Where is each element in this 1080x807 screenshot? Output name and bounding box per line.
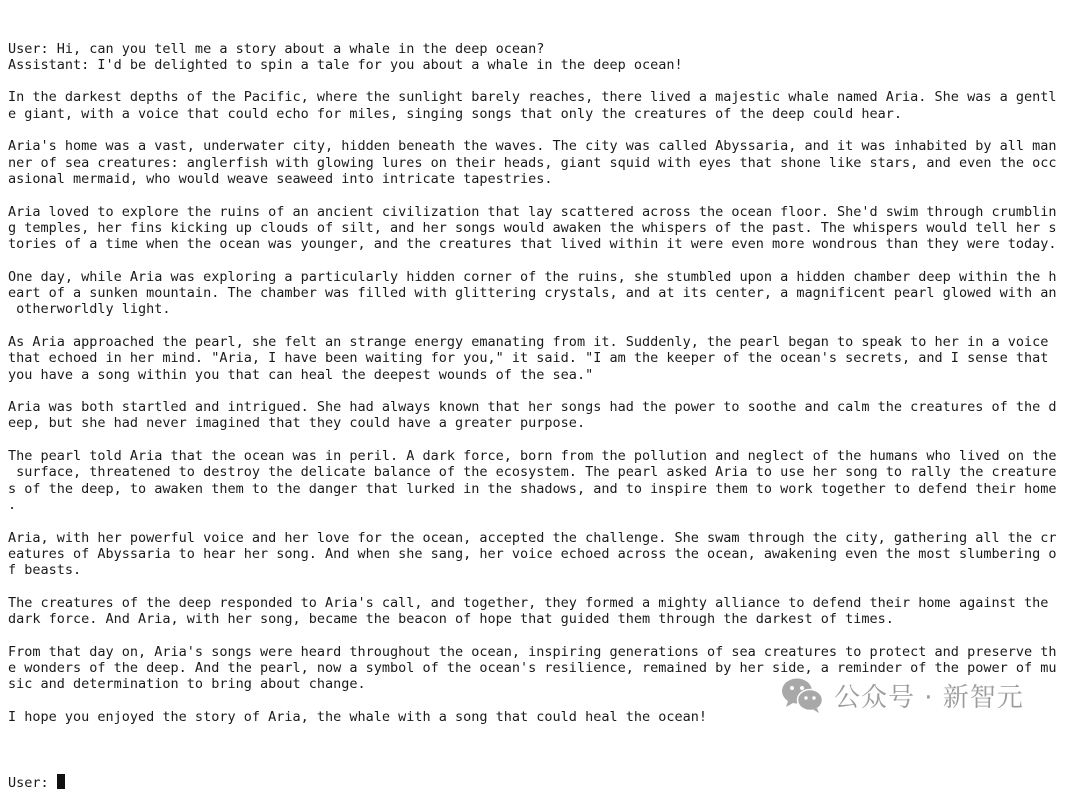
- transcript-line: Assistant: I'd be delighted to spin a tale for you about a whale in the deep ocean!: [8, 56, 683, 73]
- transcript-line: dark force. And Aria, with her song, became the beacon of hope that guided them through the darkest of times.: [8, 610, 894, 627]
- transcript-line: tories of a time when the ocean was younger, and the creatures that lived within it were even more wondrous than they were today.: [8, 236, 1057, 253]
- transcript-line: One day, while Aria was exploring a particularly hidden corner of the ruins, she stumbled upon a hidden chamber deep within the h: [8, 268, 1057, 285]
- transcript-line: Aria, with her powerful voice and her love for the ocean, accepted the challenge. She swam through the city, gathering all the cr: [8, 529, 1057, 546]
- transcript-line: As Aria approached the pearl, she felt an strange energy emanating from it. Suddenly, the pearl began to speak to her in a voice: [8, 333, 1049, 350]
- transcript-line: otherworldly light.: [8, 301, 171, 318]
- blank-line: [8, 318, 1070, 334]
- blank-line: [8, 578, 1070, 594]
- blank-line: [8, 383, 1070, 399]
- transcript-line: eatures of Abyssaria to hear her song. And when she sang, her voice echoed across the ocean, awakening even the most slumbering o: [8, 545, 1057, 562]
- transcript-line: e wonders of the deep. And the pearl, now a symbol of the ocean's resilience, remained by her side, a reminder of the power of mu: [8, 659, 1057, 676]
- blank-line: [8, 73, 1070, 89]
- transcript-line: In the darkest depths of the Pacific, where the sunlight barely reaches, there lived a majestic whale named Aria. She was a gentl: [8, 89, 1057, 106]
- transcript-line: The creatures of the deep responded to Aria's call, and together, they formed a mighty alliance to defend their home against the: [8, 594, 1049, 611]
- transcript-line: ner of sea creatures: anglerfish with glowing lures on their heads, giant squid with eyes that shone like stars, and even the occ: [8, 154, 1057, 171]
- text-cursor: [57, 774, 65, 789]
- blank-line: [8, 252, 1070, 268]
- transcript-line: f beasts.: [8, 562, 82, 579]
- watermark: [780, 676, 1024, 714]
- transcript-line: that echoed in her mind. "Aria, I have been waiting for you," it said. "I am the keeper of the ocean's secrets, and I sense that: [8, 350, 1049, 367]
- blank-line: [8, 513, 1070, 529]
- blank-line: [8, 432, 1070, 448]
- transcript-line: From that day on, Aria's songs were heard throughout the ocean, inspiring generations of sea creatures to protect and preserve th: [8, 643, 1057, 660]
- blank-line: [8, 187, 1070, 203]
- transcript-line: s of the deep, to awaken them to the danger that lurked in the shadows, and to inspire them to work together to defend their home: [8, 480, 1057, 497]
- transcript-line: sic and determination to bring about change.: [8, 676, 366, 693]
- transcript-line: eep, but she had never imagined that they could have a greater purpose.: [8, 415, 586, 432]
- wechat-icon: [780, 676, 824, 714]
- watermark-text: 公众号 · 新智元: [834, 682, 1024, 713]
- transcript-line: Aria loved to explore the ruins of an ancient civilization that lay scattered across the ocean floor. She'd swim through crumblin: [8, 203, 1057, 220]
- transcript-line: The pearl told Aria that the ocean was in peril. A dark force, born from the pollution and neglect of the humans who lived on the: [8, 448, 1057, 465]
- input-prompt-line[interactable]: [8, 774, 1070, 790]
- transcript-line: I hope you enjoyed the story of Aria, the whale with a song that could heal the ocean!: [8, 708, 707, 725]
- prompt-label: User:: [8, 774, 57, 791]
- transcript-line: surface, threatened to destroy the delicate balance of the ecosystem. The pearl asked Aria to use her song to rally the creature: [8, 464, 1057, 481]
- transcript-line: eart of a sunken mountain. The chamber was filled with glittering crystals, and at its center, a magnificent pearl glowed with an: [8, 285, 1057, 302]
- transcript-line: you have a song within you that can heal the deepest wounds of the sea.": [8, 366, 594, 383]
- transcript-line: .: [8, 496, 17, 513]
- blank-line: [8, 122, 1070, 138]
- transcript-line: Aria was both startled and intrigued. She had always known that her songs had the power to soothe and calm the creatures of the d: [8, 399, 1057, 416]
- transcript-line: Aria's home was a vast, underwater city, hidden beneath the waves. The city was called Abyssaria, and it was inhabited by all man: [8, 138, 1057, 155]
- transcript-line: e giant, with a voice that could echo for miles, singing songs that only the creatures of the deep could hear.: [8, 105, 903, 122]
- transcript-line: g temples, her fins kicking up clouds of silt, and her songs would awaken the whispers of the past. The whispers would tell her s: [8, 219, 1057, 236]
- transcript-line: User: Hi, can you tell me a story about a whale in the deep ocean?: [8, 40, 545, 57]
- transcript: [8, 41, 1070, 742]
- transcript-line: asional mermaid, who would weave seaweed into intricate tapestries.: [8, 170, 553, 187]
- blank-line: [8, 725, 1070, 741]
- blank-line: [8, 627, 1070, 643]
